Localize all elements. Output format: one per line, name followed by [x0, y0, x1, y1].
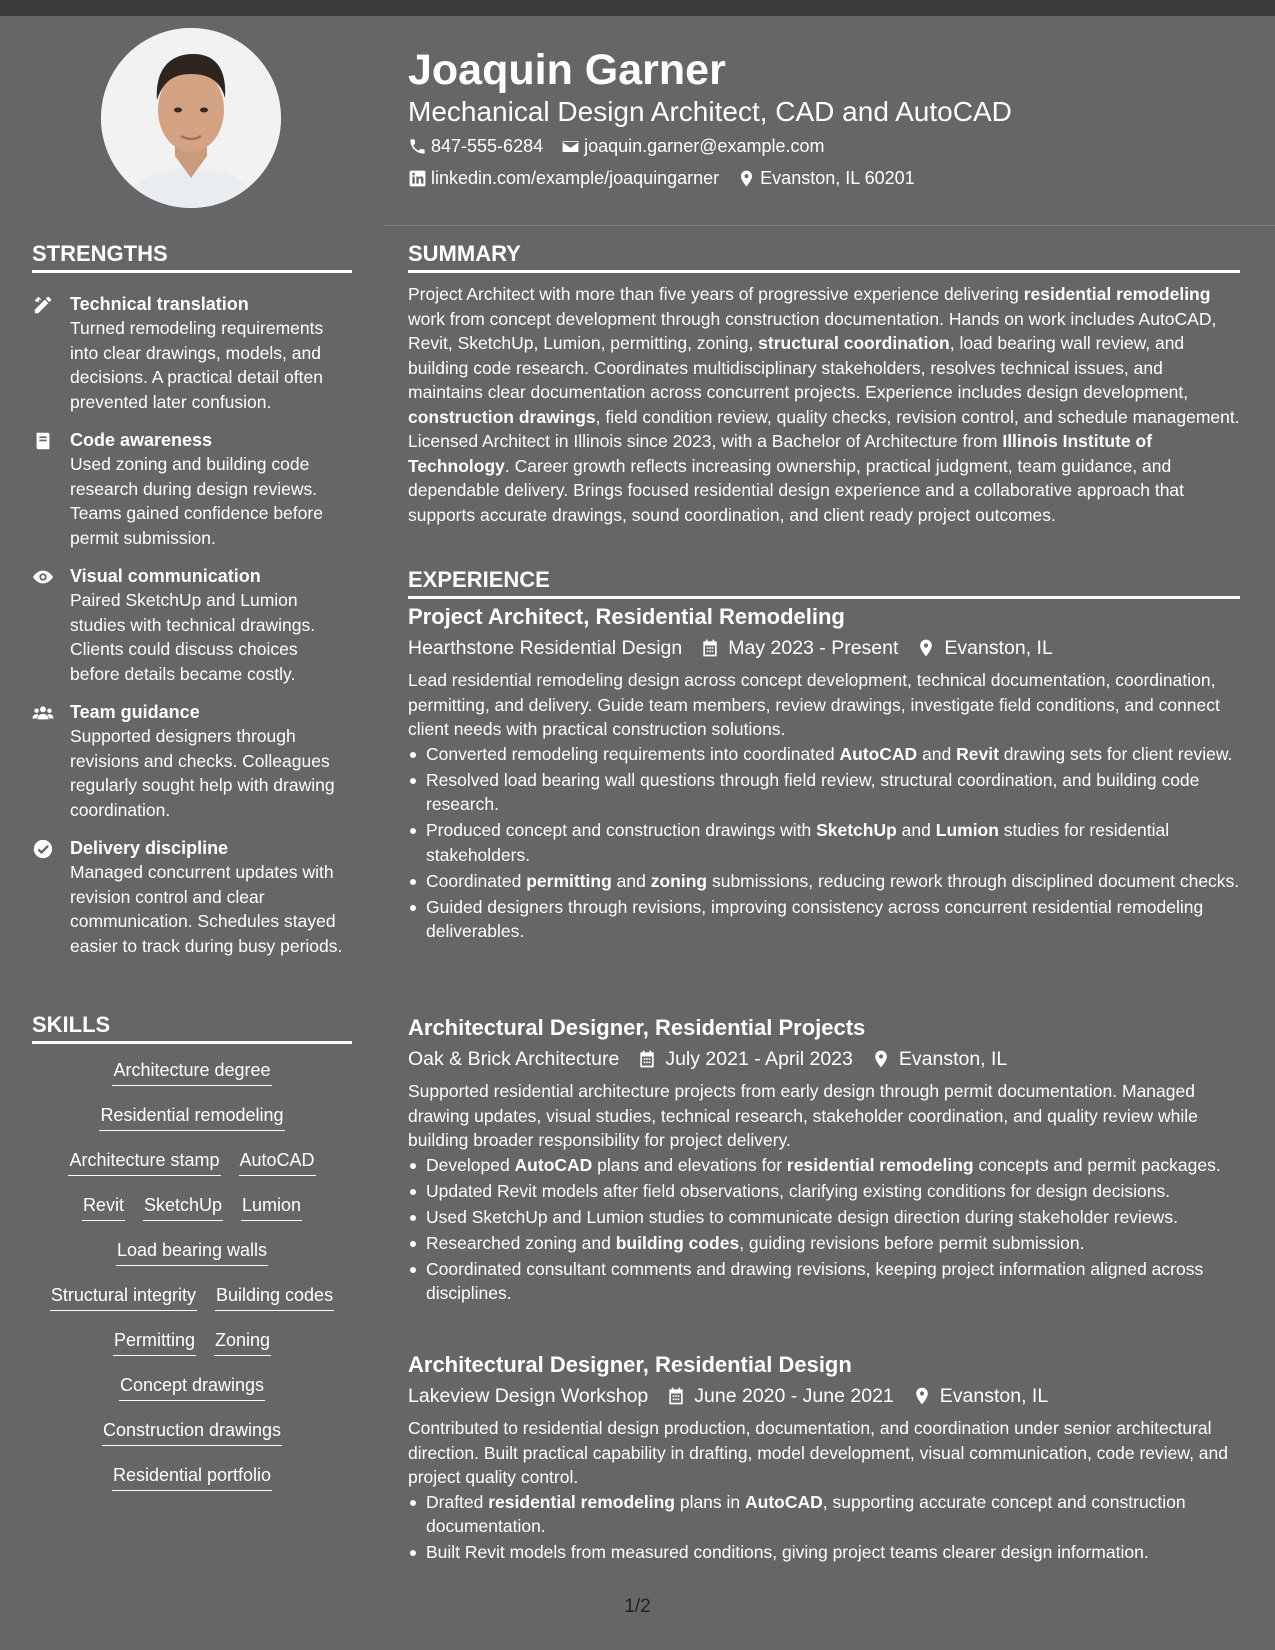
skill-tag: Lumion	[241, 1193, 302, 1221]
job-description: Contributed to residential design production, documentation, and coordination under senior architectural direction. Built practical capability in drafting, model development, visual communication, code review, and project quality control.	[408, 1418, 1229, 1487]
pencil-ruler-icon-wrap	[32, 292, 70, 414]
skill-row	[32, 1148, 352, 1193]
emphasis: structural coordination	[758, 333, 950, 353]
candidate-name: Joaquin Garner	[408, 46, 726, 94]
phone-icon	[408, 137, 427, 156]
top-bar	[0, 0, 1275, 16]
emphasis: residential remodeling	[786, 1154, 974, 1175]
skill-tag: AutoCAD	[239, 1148, 316, 1176]
calendar-icon	[666, 1386, 686, 1406]
book-icon-wrap	[32, 428, 70, 550]
job-dates: May 2023 - Present	[728, 637, 899, 659]
strength-title: Team guidance	[70, 702, 200, 722]
skill-tag: Architecture degree	[112, 1058, 271, 1086]
portrait-illustration	[101, 28, 281, 208]
job-dates: June 2020 - June 2021	[694, 1385, 894, 1407]
skill-tag: Architecture stamp	[68, 1148, 220, 1176]
skills-heading: SKILLS	[32, 1011, 352, 1044]
strength-title: Technical translation	[70, 294, 249, 314]
users-icon-wrap	[32, 700, 70, 822]
contact-row-2	[408, 166, 933, 190]
list-item: Drafted residential remodeling plans in AutoCAD, supporting accurate concept and construction documentation.	[408, 1490, 1240, 1539]
emphasis: building codes	[615, 1232, 740, 1253]
skill-row	[32, 1283, 352, 1328]
check-circle-icon	[32, 838, 54, 860]
linkedin-text: linkedin.com/example/joaquingarner	[431, 168, 720, 188]
calendar-icon	[637, 1049, 657, 1069]
skill-tag: Concept drawings	[119, 1373, 265, 1401]
list-item: Updated Revit models after field observations, clarifying existing conditions for design decisions.	[408, 1179, 1240, 1204]
map-pin-icon	[912, 1386, 932, 1406]
strength-description: Turned remodeling requirements into clear drawings, models, and decisions. A practical detail often prevented later confusion.	[70, 318, 324, 412]
skill-tag: Residential remodeling	[99, 1103, 284, 1131]
job-location: Evanston, IL	[939, 1385, 1049, 1407]
job-location: Evanston, IL	[898, 1048, 1008, 1070]
envelope-icon	[561, 137, 580, 156]
contact-location	[737, 166, 914, 190]
skill-tag: Residential portfolio	[112, 1463, 272, 1491]
skill-tag: Load bearing walls	[116, 1238, 268, 1266]
skill-row	[32, 1463, 352, 1508]
skill-row	[32, 1103, 352, 1148]
email-text: joaquin.garner@example.com	[584, 136, 825, 156]
strength-title: Delivery discipline	[70, 838, 229, 858]
header-divider	[383, 225, 1275, 226]
list-item: Guided designers through revisions, improving consistency across concurrent residential remodeling deliverables.	[408, 895, 1240, 944]
location-text: Evanston, IL 60201	[760, 168, 915, 188]
emphasis: SketchUp	[816, 820, 897, 840]
skill-tag: SketchUp	[143, 1193, 223, 1221]
job-meta	[408, 1382, 1240, 1410]
job-description: Supported residential architecture projects from early design through permit documentation. Managed drawing updates, visual studies, technical research, stakeholder coordination, and quality review while building broader responsibility for project delivery.	[408, 1081, 1198, 1150]
check-circle-icon-wrap	[32, 836, 70, 958]
strength-item	[32, 292, 352, 414]
job-bullets	[408, 1153, 1240, 1306]
linkedin-icon	[408, 169, 427, 188]
strength-description: Paired SketchUp and Lumion studies with technical drawings. Clients could discuss choices before details became costly.	[70, 590, 316, 684]
strengths-heading: STRENGTHS	[32, 240, 352, 273]
page-number: 1/2	[624, 1596, 651, 1617]
emphasis: AutoCAD	[745, 1491, 823, 1512]
job-meta	[408, 1045, 1240, 1073]
emphasis: zoning	[650, 870, 708, 891]
job-description: Lead residential remodeling design across concept development, technical documentation, coordination, permitting, and delivery. Guide team members, review drawings, investigate field conditions, and connect client needs with practical construction solutions.	[408, 670, 1220, 739]
skill-tag: Zoning	[214, 1328, 271, 1356]
list-item: Coordinated permitting and zoning submissions, reducing rework through disciplined document checks.	[408, 869, 1240, 894]
candidate-title: Mechanical Design Architect, CAD and AutoCAD	[408, 96, 1012, 127]
map-pin-icon	[871, 1049, 891, 1069]
job-title: Architectural Designer, Residential Projects	[408, 1015, 866, 1040]
job-location: Evanston, IL	[944, 637, 1053, 659]
contact-phone[interactable]	[408, 134, 543, 158]
skill-tag: Structural integrity	[50, 1283, 197, 1311]
emphasis: Revit	[956, 743, 999, 764]
emphasis: permitting	[526, 870, 612, 891]
company-name: Lakeview Design Workshop	[408, 1385, 649, 1407]
phone-text: 847-555-6284	[431, 136, 544, 156]
skills-list	[32, 1058, 352, 1508]
experience-entry	[408, 1350, 1240, 1566]
emphasis: construction drawings	[408, 406, 596, 427]
strengths-list	[32, 292, 352, 972]
map-pin-icon	[916, 638, 936, 658]
strength-item	[32, 700, 352, 822]
company-name: Hearthstone Residential Design	[408, 637, 683, 659]
skill-tag: Revit	[82, 1193, 125, 1221]
strength-item	[32, 428, 352, 550]
strength-description: Supported designers through revisions and checks. Colleagues regularly sought help with drawing coordination.	[70, 726, 335, 820]
skill-row	[32, 1238, 352, 1283]
summary-text: Project Architect with more than five years of progressive experience delivering residential remodeling work from concept development through construction documentation. Hands on work includes AutoCAD, Revit, SketchUp, Lumion, permitting, zoning, structural coordination, load bearing wall review, and building code research. Coordinates multidisciplinary stakeholders, resolves technical issues, and maintains clear documentation across concurrent projects. Experience includes design development, construction drawings, field condition review, quality checks, revision control, and schedule management. Licensed Architect in Illinois since 2023, with a Bachelor of Architecture from Illinois Institute of Technology. Career growth reflects increasing ownership, practical judgment, team guidance, and dependable delivery. Brings focused residential design experience and a collaborative approach that supports accurate drawings, sound coordination, and client ready project outcomes.	[408, 284, 1240, 525]
contact-linkedin[interactable]	[408, 166, 719, 190]
emphasis: residential remodeling	[488, 1491, 675, 1512]
summary-heading: SUMMARY	[408, 240, 1240, 273]
strength-title: Visual communication	[70, 566, 261, 586]
list-item: Used SketchUp and Lumion studies to communicate design direction during stakeholder reviews.	[408, 1205, 1240, 1230]
skill-row	[32, 1058, 352, 1103]
experience-heading: EXPERIENCE	[408, 566, 1240, 599]
pencil-ruler-icon	[32, 294, 54, 316]
strength-title: Code awareness	[70, 430, 213, 450]
book-icon	[32, 430, 54, 452]
experience-entry	[408, 602, 1240, 945]
list-item: Produced concept and construction drawings with SketchUp and Lumion studies for residential stakeholders.	[408, 818, 1240, 867]
skill-row	[32, 1328, 352, 1373]
strength-description: Used zoning and building code research during design reviews. Teams gained confidence before permit submission.	[70, 454, 323, 548]
strength-description: Managed concurrent updates with revision control and clear communication. Schedules stayed easier to track during busy periods.	[70, 862, 343, 956]
profile-photo	[101, 28, 281, 208]
job-bullets	[408, 1490, 1240, 1565]
job-title: Project Architect, Residential Remodeling	[408, 604, 845, 629]
job-dates: July 2021 - April 2023	[665, 1048, 853, 1070]
emphasis: Lumion	[935, 820, 999, 840]
company-name: Oak & Brick Architecture	[408, 1048, 620, 1070]
users-icon	[32, 702, 54, 724]
skill-tag: Building codes	[215, 1283, 334, 1311]
calendar-icon	[700, 638, 720, 658]
contact-email[interactable]	[561, 134, 824, 158]
list-item: Converted remodeling requirements into coordinated AutoCAD and Revit drawing sets for client review.	[408, 742, 1240, 767]
contact-row-1	[408, 134, 843, 158]
strength-item	[32, 564, 352, 686]
skill-tag: Construction drawings	[102, 1418, 282, 1446]
job-bullets	[408, 742, 1240, 944]
strength-item	[32, 836, 352, 958]
list-item: Built Revit models from measured conditions, giving project teams clearer design information.	[408, 1540, 1240, 1565]
emphasis: Illinois Institute of Technology	[408, 431, 1153, 476]
job-meta	[408, 634, 1240, 662]
eye-icon	[32, 566, 54, 588]
map-pin-icon	[737, 169, 756, 188]
emphasis: residential remodeling	[1023, 284, 1211, 304]
list-item: Resolved load bearing wall questions through field review, structural coordination, and building code research.	[408, 768, 1240, 817]
skill-tag: Permitting	[113, 1328, 196, 1356]
eye-icon-wrap	[32, 564, 70, 686]
list-item: Researched zoning and building codes, guiding revisions before permit submission.	[408, 1231, 1240, 1256]
job-title: Architectural Designer, Residential Design	[408, 1352, 852, 1377]
skill-row	[32, 1418, 352, 1463]
skill-row	[32, 1373, 352, 1418]
list-item: Coordinated consultant comments and drawing revisions, keeping project information aligned across disciplines.	[408, 1257, 1240, 1306]
list-item: Developed AutoCAD plans and elevations for residential remodeling concepts and permit packages.	[408, 1153, 1240, 1178]
emphasis: AutoCAD	[514, 1154, 593, 1175]
skill-row	[32, 1193, 352, 1238]
experience-entry	[408, 1013, 1240, 1307]
emphasis: AutoCAD	[839, 743, 918, 764]
